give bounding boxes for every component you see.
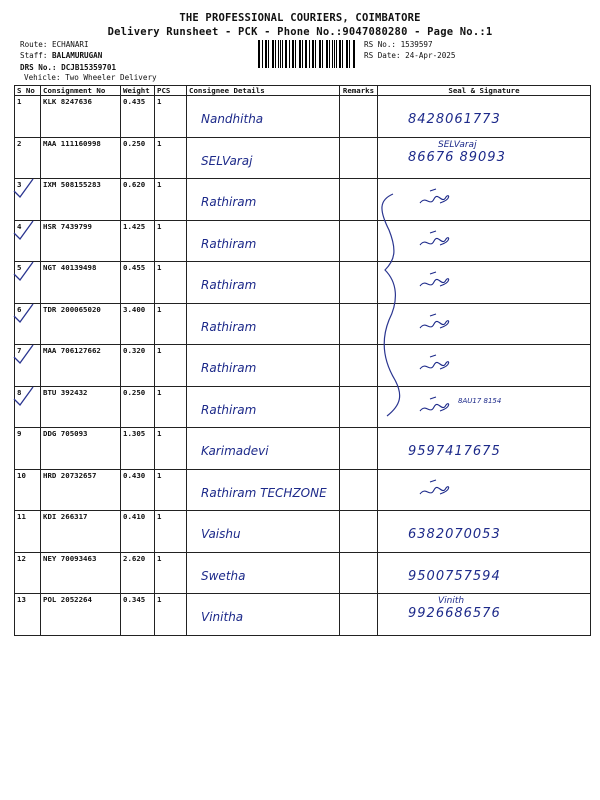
consignee-cell — [187, 386, 340, 428]
remarks-cell — [340, 262, 378, 304]
table-row — [15, 262, 591, 304]
sno-cell — [15, 469, 41, 511]
pcs-cell — [155, 345, 187, 387]
pcs-cell-text: 1 — [157, 180, 162, 189]
consignee-cell — [187, 137, 340, 179]
pcs-cell-text: 1 — [157, 470, 162, 480]
consignee-cell — [187, 96, 340, 138]
sno-cell — [15, 303, 41, 345]
consignment-no-cell — [41, 345, 121, 387]
table-body — [15, 96, 591, 636]
consignment-no-cell-text: HRD 20732657 — [43, 470, 97, 480]
weight-cell-text: 0.345 — [123, 595, 146, 604]
table-row — [15, 552, 591, 594]
pcs-cell-text: 1 — [157, 553, 162, 563]
consignment-no-cell — [41, 137, 121, 179]
pcs-cell — [155, 511, 187, 553]
bracket-mark — [375, 190, 415, 420]
pcs-cell — [155, 469, 187, 511]
pcs-cell — [155, 386, 187, 428]
remarks-cell — [340, 303, 378, 345]
pcs-cell — [155, 179, 187, 221]
weight-cell — [121, 469, 155, 511]
pcs-cell-text: 1 — [157, 595, 162, 604]
vehicle-info: Vehicle: Two Wheeler Delivery — [24, 73, 157, 82]
consignment-no-cell-text: KLK 8247636 — [43, 97, 92, 106]
consignee-name: Vinitha — [201, 610, 244, 624]
consignee-cell — [187, 552, 340, 594]
company-heading: THE PROFESSIONAL COURIERS, COIMBATORE — [179, 12, 421, 24]
col-seal-signature-header: Seal & Signature — [378, 86, 591, 96]
signature-scribble — [416, 351, 456, 377]
col-pcs-header: PCS — [155, 86, 187, 96]
consignment-no-cell-text: POL 2052264 — [43, 595, 92, 604]
drs-info — [20, 63, 116, 73]
sno-cell — [15, 220, 41, 262]
weight-cell-text: 1.425 — [123, 221, 146, 231]
table-row — [15, 345, 591, 387]
barcode-bar — [285, 40, 286, 68]
consignment-no-cell — [41, 179, 121, 221]
route-info: Route: ECHANARI — [20, 40, 89, 49]
consignment-no-cell-text: NEY 70093463 — [43, 553, 97, 563]
barcode-bar — [322, 40, 323, 68]
consignee-name: Rathiram — [201, 278, 257, 292]
signature-scribble — [416, 310, 456, 336]
consignee-name: Rathiram — [201, 319, 257, 334]
weight-cell — [121, 594, 155, 636]
weight-cell-text: 3.400 — [123, 304, 146, 314]
pcs-cell-text: 1 — [157, 512, 162, 521]
remarks-cell — [340, 386, 378, 428]
weight-cell — [121, 511, 155, 553]
pcs-cell-text: 1 — [157, 346, 162, 355]
consignment-no-cell — [41, 96, 121, 138]
consignee-cell — [187, 262, 340, 304]
weight-cell — [121, 345, 155, 387]
weight-cell-text: 0.620 — [123, 180, 146, 189]
signature-scribble — [416, 476, 456, 502]
consignee-name: Karimadevi — [201, 444, 269, 458]
signature-phone: 86676 89093 — [408, 149, 506, 165]
consignment-no-cell-text: DDG 705093 — [43, 429, 88, 438]
consignment-no-cell — [41, 428, 121, 470]
signature-name: SELVaraj — [438, 139, 477, 150]
remarks-cell — [340, 96, 378, 138]
weight-cell — [121, 552, 155, 594]
consignment-no-cell — [41, 262, 121, 304]
table-row — [15, 428, 591, 470]
pcs-cell — [155, 96, 187, 138]
signature-phone: 8428061773 — [408, 112, 501, 127]
rs-number: RS No.: 1539597 — [364, 40, 433, 49]
check-mark-icon — [11, 385, 37, 409]
consignment-no-cell — [41, 552, 121, 594]
pcs-cell-text: 1 — [157, 138, 162, 148]
runsheet-table — [14, 85, 591, 636]
table-row — [15, 469, 591, 511]
barcode-bar — [306, 40, 307, 68]
sno-cell-text: 11 — [17, 512, 26, 521]
table-row — [15, 303, 591, 345]
remarks-cell — [340, 511, 378, 553]
consignee-name: Swetha — [201, 568, 246, 583]
weight-cell — [121, 428, 155, 470]
signature-cell — [378, 594, 591, 636]
barcode-bar — [268, 40, 269, 68]
consignment-no-cell-text: MAA 706127662 — [43, 346, 101, 355]
weight-cell — [121, 220, 155, 262]
sno-cell-text: 6 — [17, 304, 22, 314]
signature-cell — [378, 96, 591, 138]
weight-cell — [121, 386, 155, 428]
remarks-cell — [340, 179, 378, 221]
signature-scribble — [416, 185, 456, 211]
consignee-name: Rathiram TECHZONE — [201, 485, 327, 500]
signature-phone: 9500757594 — [408, 568, 501, 584]
pcs-cell — [155, 220, 187, 262]
consignee-name: Rathiram — [201, 402, 257, 417]
pcs-cell-text: 1 — [157, 97, 162, 106]
consignee-cell — [187, 469, 340, 511]
table-header-row — [15, 86, 591, 96]
sno-cell — [15, 428, 41, 470]
sno-cell — [15, 96, 41, 138]
sno-cell-text: 8 — [17, 387, 22, 397]
signature-cell — [378, 428, 591, 470]
consignment-no-cell-text: TDR 200065020 — [43, 304, 101, 314]
staff-info — [20, 51, 102, 61]
signature-name: 8AU17 8154 — [458, 396, 502, 405]
signature-name: Vinith — [438, 596, 465, 606]
sno-cell — [15, 552, 41, 594]
sno-cell — [15, 137, 41, 179]
consignee-cell — [187, 345, 340, 387]
weight-cell-text: 0.320 — [123, 346, 146, 355]
remarks-cell — [340, 428, 378, 470]
consignment-no-cell — [41, 469, 121, 511]
consignment-no-cell-text: HSR 7439799 — [43, 221, 92, 231]
table-row — [15, 220, 591, 262]
staff-label: Staff: — [20, 51, 48, 60]
sno-cell — [15, 594, 41, 636]
check-mark-icon — [11, 260, 37, 284]
sno-cell-text: 1 — [17, 97, 22, 106]
sno-cell-text: 2 — [17, 138, 22, 148]
sno-cell-text: 7 — [17, 346, 22, 355]
sno-cell — [15, 511, 41, 553]
barcode — [258, 40, 356, 68]
weight-cell-text: 0.250 — [123, 387, 146, 397]
consignment-no-cell-text: NGT 40139498 — [43, 263, 97, 272]
drs-label: DRS No.: — [20, 63, 57, 72]
pcs-cell-text: 1 — [157, 387, 162, 397]
consignment-no-cell — [41, 386, 121, 428]
signature-phone: 9597417675 — [408, 444, 501, 459]
signature-scribble — [416, 268, 456, 294]
staff-name: BALAMURUGAN — [52, 51, 103, 60]
sno-cell-text: 3 — [17, 180, 22, 189]
signature-cell — [378, 137, 591, 179]
weight-cell-text: 0.410 — [123, 512, 146, 521]
sno-cell-text: 13 — [17, 595, 26, 604]
consignment-no-cell-text: IXM 508155283 — [43, 180, 101, 189]
consignment-no-cell — [41, 220, 121, 262]
pcs-cell — [155, 137, 187, 179]
table-row — [15, 594, 591, 636]
sno-cell — [15, 345, 41, 387]
signature-phone: 6382070053 — [408, 527, 501, 542]
check-mark-icon — [11, 177, 37, 201]
consignment-no-cell — [41, 594, 121, 636]
consignment-no-cell-text: BTU 392432 — [43, 387, 88, 397]
remarks-cell — [340, 345, 378, 387]
signature-scribble — [416, 393, 456, 419]
consignee-name: Vaishu — [201, 527, 241, 541]
pcs-cell — [155, 594, 187, 636]
pcs-cell — [155, 428, 187, 470]
col-consignment-no-header: Consignment No — [41, 86, 121, 96]
col-sno-header: S No — [15, 86, 41, 96]
col-weight-header: Weight — [121, 86, 155, 96]
remarks-cell — [340, 137, 378, 179]
weight-cell — [121, 179, 155, 221]
sno-cell — [15, 179, 41, 221]
signature-phone: 9926686576 — [408, 606, 501, 621]
barcode-bar — [347, 40, 348, 68]
weight-cell — [121, 96, 155, 138]
consignee-cell — [187, 428, 340, 470]
consignment-no-cell-text: KDI 266317 — [43, 512, 88, 521]
check-mark-icon — [11, 219, 37, 243]
consignee-name: Rathiram — [201, 361, 257, 375]
consignee-cell — [187, 303, 340, 345]
sno-cell-text: 5 — [17, 263, 22, 272]
consignee-name: Nandhitha — [201, 112, 264, 126]
consignee-cell — [187, 594, 340, 636]
remarks-cell — [340, 552, 378, 594]
weight-cell-text: 0.455 — [123, 263, 146, 272]
weight-cell — [121, 303, 155, 345]
pcs-cell — [155, 552, 187, 594]
pcs-cell-text: 1 — [157, 221, 162, 231]
sno-cell — [15, 386, 41, 428]
consignment-no-cell — [41, 511, 121, 553]
check-mark-icon — [11, 302, 37, 326]
signature-cell — [378, 552, 591, 594]
pcs-cell-text: 1 — [157, 263, 162, 272]
drs-number: DCJB15359701 — [61, 63, 117, 72]
weight-cell-text: 1.305 — [123, 429, 146, 438]
table-row — [15, 96, 591, 138]
consignee-name: SELVaraj — [201, 153, 253, 168]
pcs-cell-text: 1 — [157, 429, 162, 438]
consignee-name: Rathiram — [201, 236, 257, 251]
signature-cell — [378, 511, 591, 553]
consignee-cell — [187, 220, 340, 262]
signature-scribble — [416, 227, 456, 253]
weight-cell — [121, 137, 155, 179]
table-row — [15, 137, 591, 179]
weight-cell — [121, 262, 155, 304]
weight-cell-text: 2.620 — [123, 553, 146, 563]
sno-cell-text: 4 — [17, 221, 22, 231]
signature-cell — [378, 469, 591, 511]
weight-cell-text: 0.430 — [123, 470, 146, 480]
table-row — [15, 511, 591, 553]
table-row — [15, 179, 591, 221]
consignment-no-cell-text: MAA 111160998 — [43, 138, 101, 148]
consignee-cell — [187, 179, 340, 221]
consignee-cell — [187, 511, 340, 553]
consignee-name: Rathiram — [201, 195, 257, 209]
runsheet-title: Delivery Runsheet - PCK - Phone No.:9047080280 - Page No.:1 — [107, 26, 493, 38]
sno-cell — [15, 262, 41, 304]
remarks-cell — [340, 594, 378, 636]
sno-cell-text: 12 — [17, 553, 26, 563]
col-consignee-header: Consignee Details — [187, 86, 340, 96]
table-row — [15, 386, 591, 428]
col-remarks-header: Remarks — [340, 86, 378, 96]
remarks-cell — [340, 469, 378, 511]
sno-cell-text: 9 — [17, 429, 22, 438]
rs-date: RS Date: 24-Apr-2025 — [364, 51, 456, 60]
sno-cell-text: 10 — [17, 470, 26, 480]
pcs-cell-text: 1 — [157, 304, 162, 314]
weight-cell-text: 0.250 — [123, 138, 146, 148]
pcs-cell — [155, 303, 187, 345]
consignment-no-cell — [41, 303, 121, 345]
check-mark-icon — [11, 343, 37, 367]
weight-cell-text: 0.435 — [123, 97, 146, 106]
remarks-cell — [340, 220, 378, 262]
pcs-cell — [155, 262, 187, 304]
